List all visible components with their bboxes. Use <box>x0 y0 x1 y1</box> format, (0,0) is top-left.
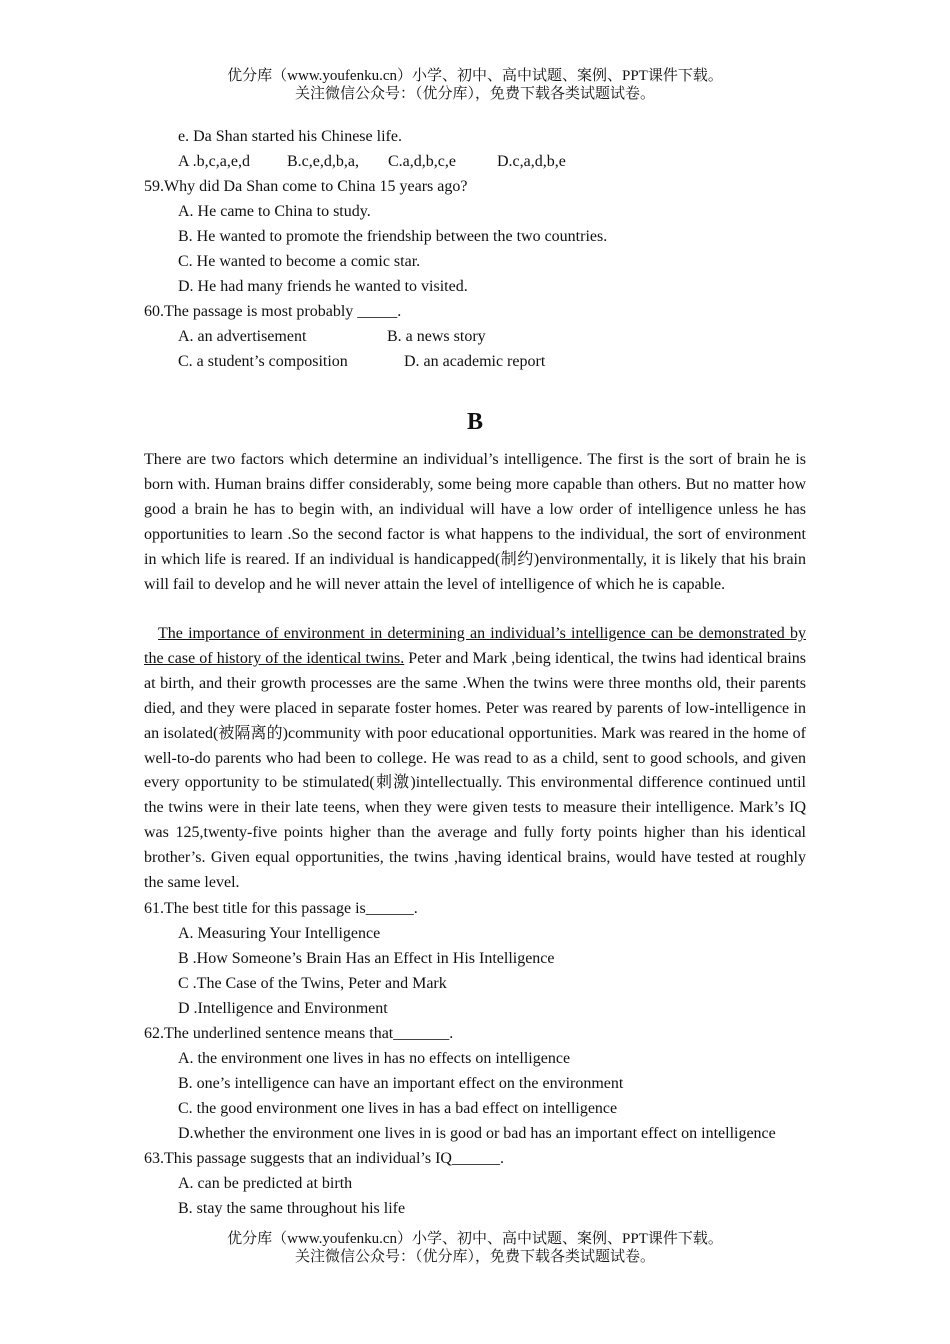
q63-option-b: B. stay the same throughout his life <box>178 1200 406 1217</box>
q60-option-d: D. an academic report <box>404 353 546 370</box>
q62-option-a: A. the environment one lives in has no effects on intelligence <box>178 1050 571 1067</box>
passage-paragraph-2 <box>144 622 806 896</box>
q58-option-c: C.a,d,b,c,e <box>388 153 456 170</box>
q59-option-a: A. He came to China to study. <box>178 203 371 220</box>
q60-stem: 60.The passage is most probably _____. <box>144 303 402 320</box>
q58-option-a: A .b,c,a,e,d <box>178 153 250 170</box>
q59-option-b: B. He wanted to promote the friendship between the two countries. <box>178 228 608 245</box>
footer-line-2: 关注微信公众号：（优分库），免费下载各类试题试卷。 <box>294 1249 655 1265</box>
underlined-sentence: The importance of environment in determining an individual’s intelligence can be demonstrated by the case of history of the identical twins. <box>144 625 806 667</box>
q62-option-c: C. the good environment one lives in has a bad effect on intelligence <box>178 1100 618 1117</box>
header-line-2: 关注微信公众号：（优分库），免费下载各类试题试卷。 <box>294 86 655 102</box>
passage-paragraph-2-rest: Peter and Mark ,being identical, the twins had identical brains at birth, and their growth processes are the same .When the twins were three months old, their parents died, and they were placed in separate foster homes. Peter was reared by parents of low-intelligence in an isolated(被隔离的)community with poor educational opportunities. Mark was reared in the home of well-to-do parents who had been to college. He was read to as a child, sent to good schools, and given every opportunity to be stimulated(刺激)intellectually. This environmental difference continued until the twins were in their late teens, when they were given tests to measure their intelligence. Mark’s IQ was 125,twenty-five points higher than the average and fully forty points higher than his identical brother’s. Given equal opportunities, the twins ,having identical brains, would have tested at roughly the same level. <box>144 649 806 892</box>
q61-option-b: B .How Someone’s Brain Has an Effect in His Intelligence <box>178 950 555 967</box>
header-line-1: 优分库（www.youfenku.cn）小学、初中、高中试题、案例、PPT课件下载。 <box>227 68 723 84</box>
item-e: e. Da Shan started his Chinese life. <box>178 128 402 145</box>
q58-option-d: D.c,a,d,b,e <box>497 153 566 170</box>
q63-option-a: A. can be predicted at birth <box>178 1175 353 1192</box>
passage-paragraph-1: There are two factors which determine an individual’s intelligence. The first is the sort of brain he is born with. Human brains differ considerably, some being more capable than others. But no matter how good a brain he has to begin with, an individual will have a low order of intelligence unless he has opportunities to learn .So the second factor is what happens to the individual, the sort of environment in which life is reared. If an individual is handicapped(制约)environmentally, it is likely that his brain will fail to develop and he will never attain the level of intelligence of which he is capable. <box>144 451 806 593</box>
q60-option-a: A. an advertisement <box>178 328 307 345</box>
page-footer <box>0 1230 950 1266</box>
q62-option-d: D.whether the environment one lives in is good or bad has an important effect on intelligence <box>178 1125 776 1142</box>
q61-option-c: C .The Case of the Twins, Peter and Mark <box>178 975 447 992</box>
q62-stem: 62.The underlined sentence means that_______. <box>144 1025 454 1042</box>
q59-stem: 59.Why did Da Shan come to China 15 years ago? <box>144 178 468 195</box>
q60-option-c: C. a student’s composition <box>178 353 348 370</box>
section-title: B <box>466 409 483 435</box>
q61-stem: 61.The best title for this passage is______. <box>144 900 418 917</box>
page-header <box>0 67 950 103</box>
q60-option-b: B. a news story <box>387 328 486 345</box>
footer-line-1: 优分库（www.youfenku.cn）小学、初中、高中试题、案例、PPT课件下载。 <box>227 1231 723 1247</box>
q63-stem: 63.This passage suggests that an individual’s IQ______. <box>144 1150 504 1167</box>
q61-option-a: A. Measuring Your Intelligence <box>178 925 381 942</box>
q59-option-c: C. He wanted to become a comic star. <box>178 253 421 270</box>
q61-option-d: D .Intelligence and Environment <box>178 1000 388 1017</box>
q58-option-b: B.c,e,d,b,a, <box>287 153 359 170</box>
q59-option-d: D. He had many friends he wanted to visited. <box>178 278 468 295</box>
q62-option-b: B. one’s intelligence can have an important effect on the environment <box>178 1075 624 1092</box>
